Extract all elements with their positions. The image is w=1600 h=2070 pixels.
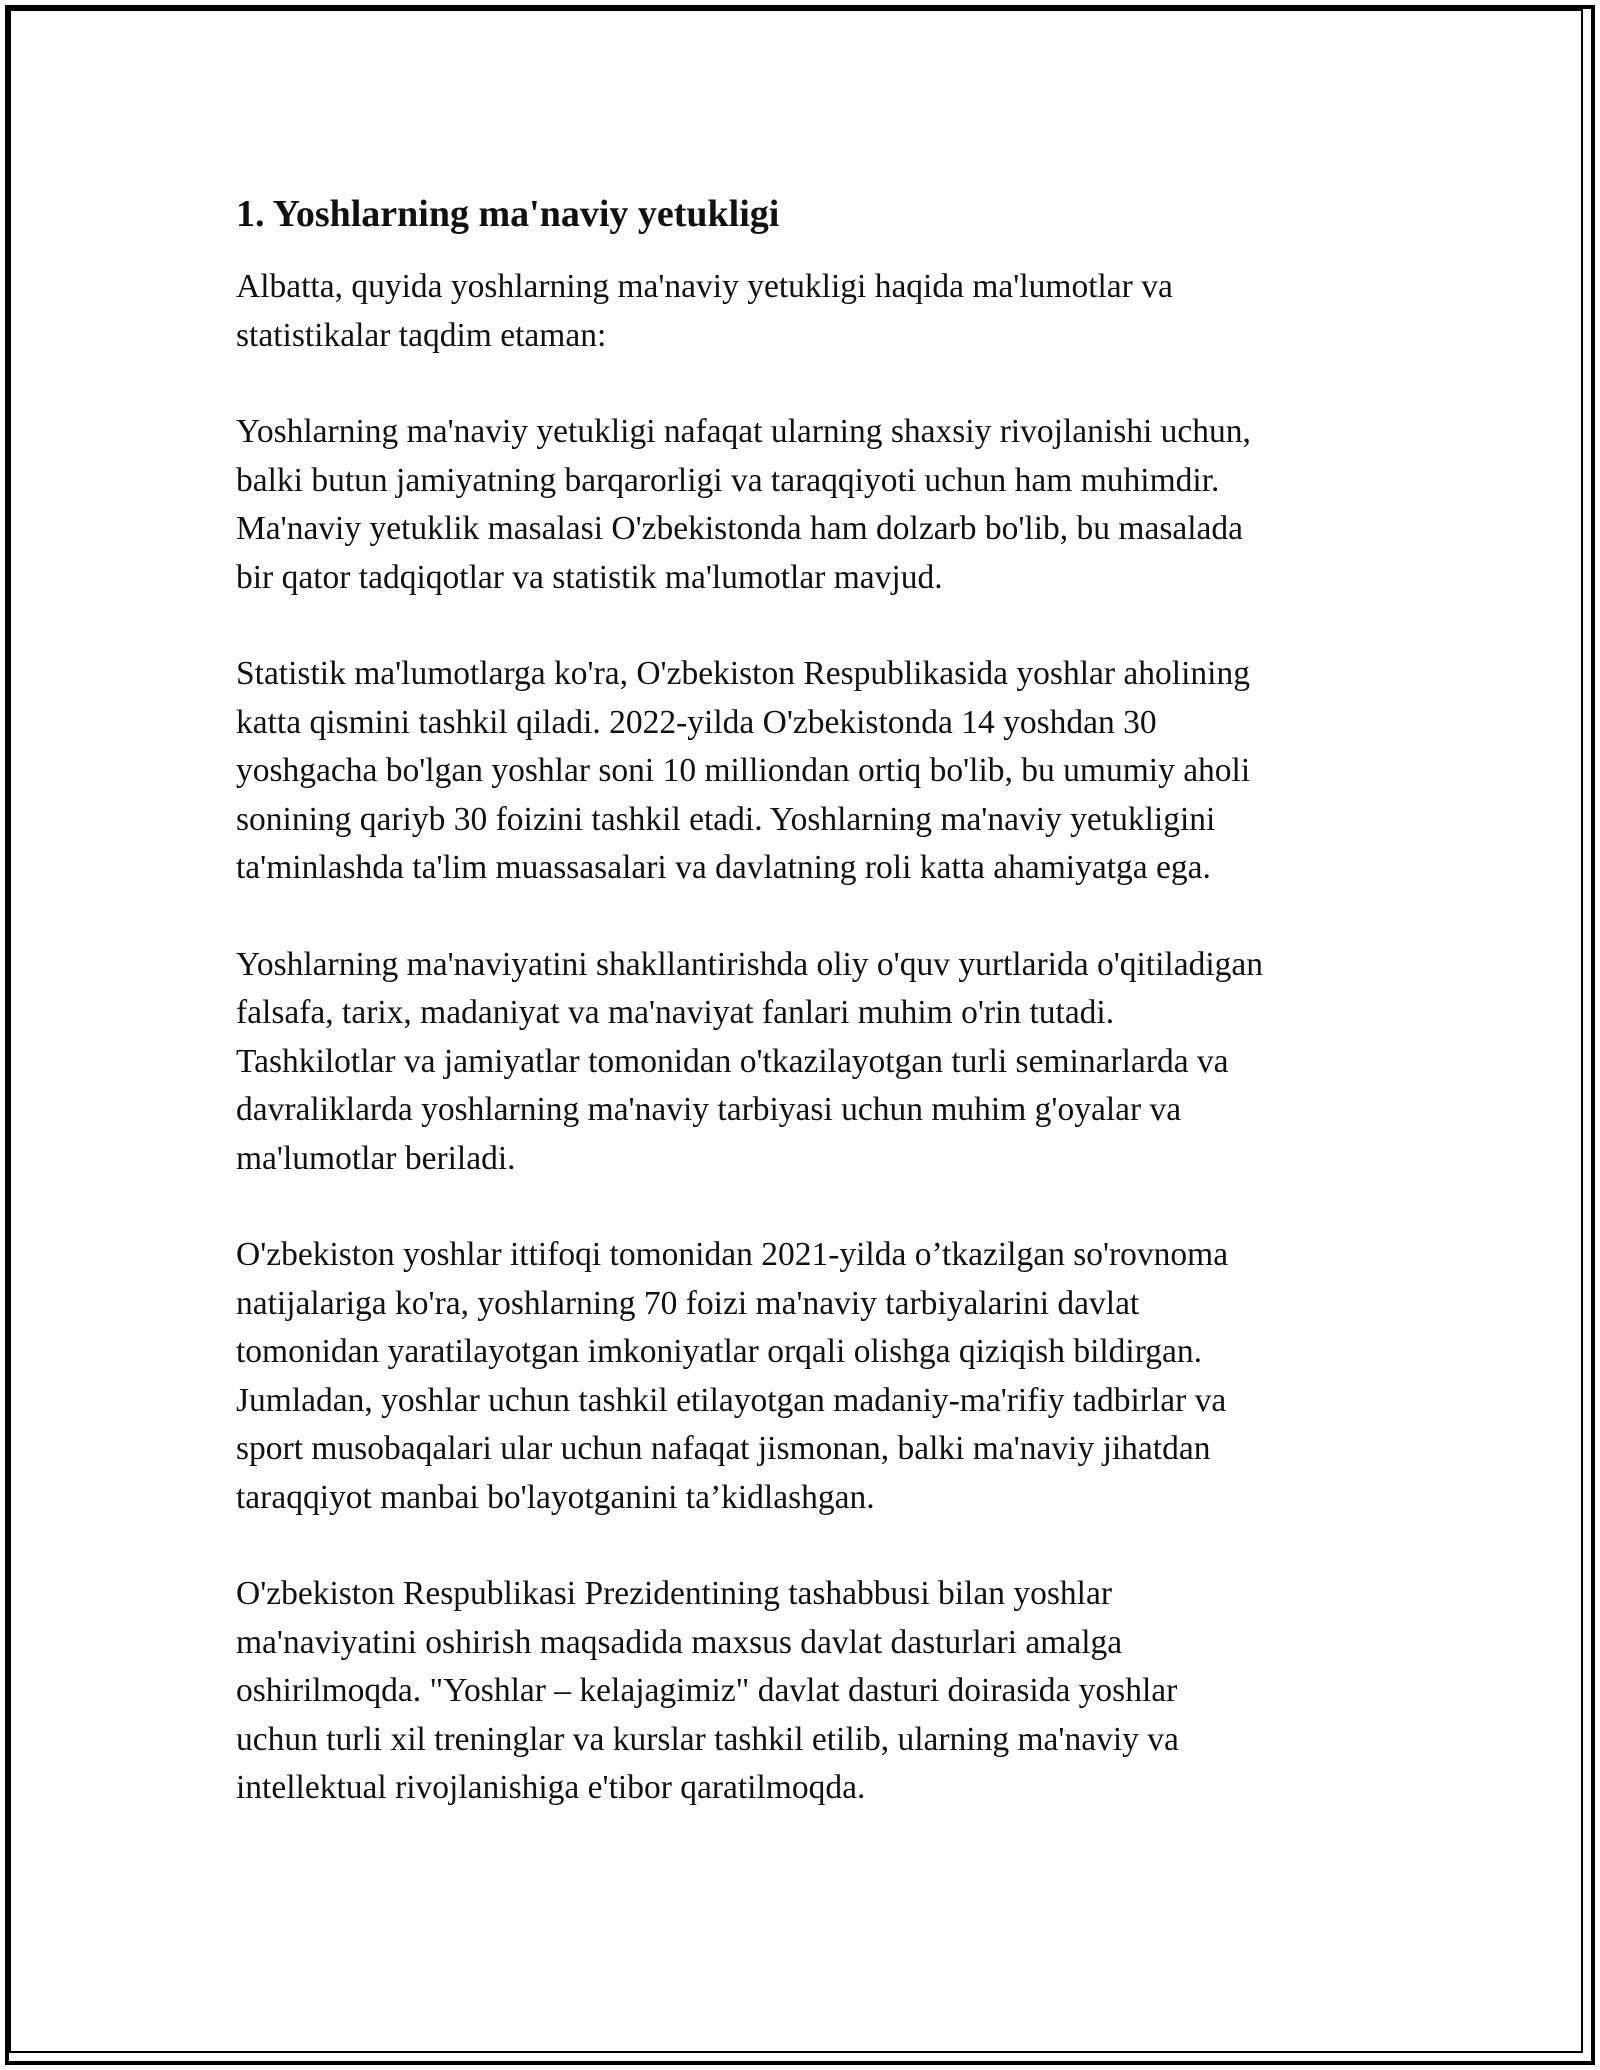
paragraph (236, 1231, 1386, 1522)
paragraph-line: sport musobaqalari ular uchun nafaqat jismonan, balki ma'naviy jihatdan (236, 1430, 1211, 1467)
paragraph-line: Jumladan, yoshlar uchun tashkil etilayotgan madaniy-ma'rifiy tadbirlar va (236, 1381, 1227, 1419)
paragraph-line: Albatta, quyida yoshlarning ma'naviy yetukligi haqida ma'lumotlar va (236, 268, 1173, 305)
section-heading: 1. Yoshlarning ma'naviy yetukligi (236, 193, 780, 235)
paragraph-line: oshirilmoqda. "Yoshlar – kelajagimiz" davlat dasturi doirasida yoshlar (236, 1672, 1178, 1709)
paragraph-line: natijalariga ko'ra, yoshlarning 70 foizi ma'naviy tarbiyalarini davlat (236, 1284, 1140, 1322)
paragraph-line: Tashkilotlar va jamiyatlar tomonidan o'tkazilayotgan turli seminarlarda va (236, 1042, 1229, 1080)
paragraph (236, 1570, 1386, 1813)
paragraph-line: taraqqiyot manbai bo'layotganini ta’kidlashgan. (236, 1478, 875, 1516)
paragraph-line: yoshgacha bo'lgan yoshlar soni 10 milliondan ortiq bo'lib, bu umumiy aholi (236, 752, 1251, 789)
paragraph-line: Statistik ma'lumotlarga ko'ra, O'zbekiston Respublikasida yoshlar aholining (236, 655, 1250, 692)
paragraph-line: Yoshlarning ma'naviyatini shakllantirishda oliy o'quv yurtlarida o'qitiladigan (236, 945, 1264, 983)
paragraph-line: O'zbekiston Respublikasi Prezidentining tashabbusi bilan yoshlar (236, 1575, 1112, 1612)
document-body (236, 190, 1386, 1861)
paragraph-line: ma'naviyatini oshirish maqsadida maxsus davlat dasturlari amalga (236, 1623, 1123, 1661)
paragraph-line: Ma'naviy yetuklik masalasi O'zbekistonda ham dolzarb bo'lib, bu masalada (236, 510, 1244, 547)
paragraph-line: uchun turli xil treninglar va kurslar tashkil etilib, ularning ma'naviy va (236, 1720, 1179, 1758)
paragraph-line: ma'lumotlar beriladi. (236, 1139, 516, 1177)
paragraph-line: balki butun jamiyatning barqarorligi va taraqqiyoti uchun ham muhimdir. (236, 461, 1220, 499)
paragraph-line: Yoshlarning ma'naviy yetukligi nafaqat ularning shaxsiy rivojlanishi uchun, (236, 413, 1251, 450)
paragraph-line: tomonidan yaratilayotgan imkoniyatlar orqali olishga qiziqish bildirgan. (236, 1333, 1203, 1370)
paragraph-line: sonining qariyb 30 foizini tashkil etadi. Yoshlarning ma'naviy yetukligini (236, 800, 1216, 838)
paragraph (236, 263, 1386, 360)
paragraph-line: O'zbekiston yoshlar ittifoqi tomonidan 2021-yilda o’tkazilgan so'rovnoma (236, 1236, 1229, 1273)
paragraph-line: falsafa, tarix, madaniyat va ma'naviyat fanlari muhim o'rin tutadi. (236, 994, 1115, 1031)
paragraph-line: ta'minlashda ta'lim muassasalari va davlatning roli katta ahamiyatga ega. (236, 849, 1211, 886)
paragraph (236, 941, 1386, 1184)
paragraph-line: bir qator tadqiqotlar va statistik ma'lumotlar mavjud. (236, 558, 943, 596)
paragraph-line: statistikalar taqdim etaman: (236, 316, 607, 354)
paragraph-line: davraliklarda yoshlarning ma'naviy tarbiyasi uchun muhim g'oyalar va (236, 1091, 1182, 1128)
paragraph (236, 650, 1386, 893)
paragraph-line: katta qismini tashkil qiladi. 2022-yilda O'zbekistonda 14 yoshdan 30 (236, 703, 1157, 741)
paragraph-line: intellektual rivojlanishiga e'tibor qaratilmoqda. (236, 1769, 866, 1806)
paragraph-list (236, 263, 1386, 1813)
paragraph (236, 408, 1386, 602)
